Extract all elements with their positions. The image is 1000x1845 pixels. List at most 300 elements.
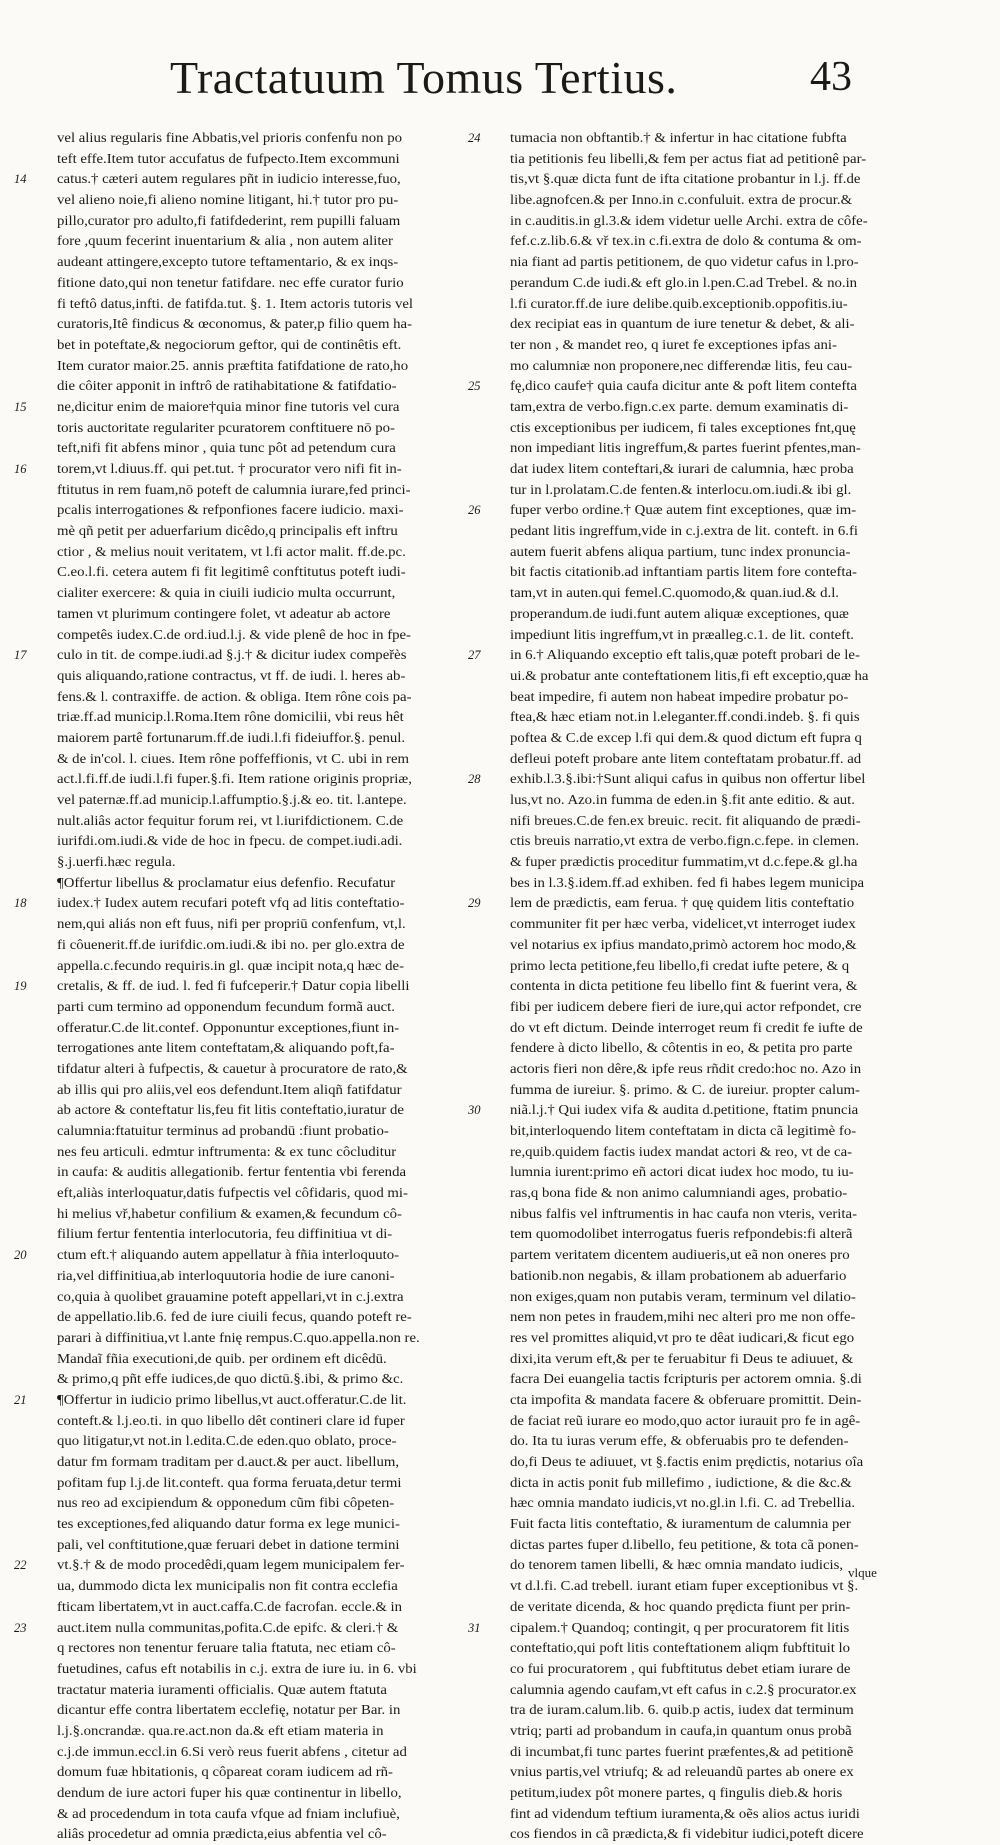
- text-line: [468, 376, 928, 397]
- line-text: lumnia iurent:primo eñ actori dicat iudex hoc modo, tu iu-: [510, 1164, 854, 1180]
- text-line: [14, 397, 475, 418]
- line-text: conteft.& l.j.eo.ti. in quo libello dêt contineri clare id fuper: [57, 1412, 405, 1428]
- text-line: [510, 1018, 928, 1039]
- text-line: [57, 190, 475, 211]
- line-text: dendum de iure actori fuper his quæ continentur in libello,: [57, 1785, 402, 1800]
- line-text: vel paternæ.ff.ad municip.l.affumptio.§.j.& eo. tit. l.antepe.: [57, 792, 407, 807]
- line-text: fore ,quum fecerint inuentarium & alia , non autem aliter: [57, 233, 393, 249]
- line-text: contenta in dicta petitione feu libello fint & fuerint vera, &: [510, 978, 858, 994]
- text-line: [57, 376, 475, 397]
- text-line: [510, 997, 928, 1018]
- text-line: [510, 1431, 928, 1452]
- line-text: defleui poteft probare ante litem conteftatam probatur.ff. ad: [510, 750, 862, 766]
- text-line: [57, 852, 475, 873]
- text-line: [510, 1824, 928, 1845]
- text-line: [510, 480, 928, 501]
- text-line: [57, 1224, 475, 1245]
- line-text: in c.auditis.in gl.3.& idem videtur uelle Archi. extra de côfe-: [510, 212, 868, 228]
- line-text: audeant attingere,excepto tutore teftamentario, & ex inqs-: [57, 254, 399, 270]
- line-text: nem,qui aliás non eft fuus, nifi per propriū confenfum, vt,l.: [57, 916, 406, 932]
- line-text: tifdatur alteri à fufpectis, & cauetur à procuratore de rato,&: [57, 1060, 408, 1076]
- line-text: actoris fieri non dêre,& ipfe reus rñdit credo:hoc no. Azo in: [510, 1060, 862, 1076]
- line-text: fumma de iureiur. §. primo. & C. de iureiur. propter calum-: [510, 1081, 860, 1097]
- text-line: [510, 542, 928, 563]
- text-line: [510, 625, 928, 646]
- text-line: [57, 1659, 475, 1680]
- text-line: [510, 273, 928, 294]
- text-line: [14, 645, 475, 666]
- line-text: aliâs procedetur ad omnia prædicta,eius abfentia vel cô-: [57, 1826, 387, 1842]
- line-text: iudex.† Iudex autem recufari poteft vfq ad litis conteftatio-: [57, 895, 405, 911]
- text-line: [14, 1390, 475, 1411]
- text-line: [57, 728, 475, 749]
- text-line: [468, 769, 928, 790]
- margin-section-number: 17: [14, 648, 27, 663]
- text-line: [57, 1700, 475, 1721]
- text-line: [57, 1576, 475, 1597]
- text-line: [57, 294, 475, 315]
- text-line: [57, 1680, 475, 1701]
- line-text: vel alius regularis fine Abbatis,vel prioris confenfu non po: [57, 130, 402, 145]
- text-line: [510, 1245, 928, 1266]
- text-line: [57, 128, 475, 149]
- text-line: [510, 1783, 928, 1804]
- line-text: l.fi curator.ff.de iure delibe.quib.exceptionib.oppofitis.iu-: [510, 295, 848, 311]
- line-text: fi côuenerit.ff.de iurifdic.om.iudi.& ibi no. per glo.extra de: [57, 936, 405, 952]
- text-line: [57, 1804, 475, 1825]
- line-text: cretalis, & ff. de iud. l. fed fi fufceperir.† Datur copia libelli: [57, 978, 410, 994]
- left-column: [14, 128, 475, 1845]
- line-text: tis,vt §.quæ dicta funt de ifta citatione probantur in l.j. ff.de: [510, 171, 861, 187]
- line-text: §.j.uerfi.hæc regula.: [57, 854, 176, 870]
- text-line: [57, 335, 475, 356]
- line-text: bit,interloquendo litem conteftatam in dicta cã legitimè fo-: [510, 1123, 857, 1138]
- line-text: cos fiendos in cã prædicta,& fi videbitur iudici,poteft dicere: [510, 1826, 864, 1842]
- line-text: calumnia agendo caufam,vt eft cafus in c.2.§ procurator.ex: [510, 1681, 857, 1697]
- line-text: bit factis citationib.ad inftantiam partis litem fore contefta-: [510, 564, 857, 580]
- line-text: ter non , & mandet reo, q iuret fe exceptiones ipfas ani-: [510, 336, 837, 352]
- line-text: vt.§.† & de modo procedêdi,quam legem municipalem fer-: [57, 1557, 405, 1573]
- line-text: communiter fit per hæc verba, videlicet,vt interroget iudex: [510, 916, 856, 932]
- text-line: [57, 1431, 475, 1452]
- line-text: tur in l.prolatam.C.de fenten.& interlocu.om.iudi.& ibi gl.: [510, 481, 852, 497]
- text-line: [510, 1038, 928, 1059]
- text-line: [57, 252, 475, 273]
- text-line: [510, 1535, 928, 1556]
- text-line: [57, 873, 475, 894]
- line-text: ctis exceptionibus per iudicem, fi tales exceptiones fnt,quę: [510, 419, 856, 435]
- line-text: do. Ita tu iuras verum effe, & obferuabis pro te defenden-: [510, 1433, 849, 1449]
- text-line: [57, 1287, 475, 1308]
- text-line: [57, 1514, 475, 1535]
- line-text: mo calumniæ non proponere,nec differendæ litis, feu cau-: [510, 357, 853, 373]
- line-text: appella.c.fecundo requiris.in gl. quæ incipit nota,q hæc de-: [57, 957, 405, 973]
- line-text: ras,q bona fide & non animo calumniandi ages, probatio-: [510, 1185, 848, 1201]
- text-line: [510, 1762, 928, 1783]
- text-line: [57, 1121, 475, 1142]
- text-line: [510, 1287, 928, 1308]
- line-text: cialiter exercere: & quia in ciuili iudicio multa occurrunt,: [57, 585, 396, 601]
- line-text: nus reo ad excipiendum & opponedum cũm fibi côpeten-: [57, 1495, 395, 1511]
- line-text: mè qñ petit per aduerfarium dicêdo,q principalis eft inftru: [57, 523, 398, 539]
- line-text: pedant litis ingreffum,vide in c.j.extra de lit. conteft. in 6.fi: [510, 523, 858, 539]
- line-text: bationib.non negabis, & illam probationem ab aduerfario: [510, 1267, 847, 1283]
- text-line: [57, 273, 475, 294]
- text-line: [510, 1721, 928, 1742]
- text-line: [14, 1245, 475, 1266]
- line-text: do,fi Deus te adiuuet, vt §.factis enim prędictis, notarius oîa: [510, 1454, 864, 1469]
- text-line: [57, 935, 475, 956]
- margin-section-number: 29: [468, 896, 481, 911]
- line-text: primo lecta petitione,feu libello,fi credat iufte petere, & q: [510, 957, 850, 973]
- line-text: c.j.de immun.eccl.in 6.Si verò reus fuerit abfens , citetur ad: [57, 1743, 407, 1759]
- line-text: ctior , & melius nouit veritatem, vt l.fi actor malit. ff.de.pc.: [57, 543, 406, 559]
- line-text: ftitutus in rem fuam,nō poteft de calumnia iurare,fed princi-: [57, 481, 411, 497]
- line-text: & fuper prædictis proceditur fummatim,vt d.c.fepe.& gl.ha: [510, 854, 858, 870]
- text-line: [57, 1100, 475, 1121]
- text-line: [510, 728, 928, 749]
- text-line: [57, 997, 475, 1018]
- text-line: [468, 645, 928, 666]
- text-line: [57, 1762, 475, 1783]
- text-line: [14, 1555, 475, 1576]
- line-text: dat iudex litem conteftari,& iurari de calumnia, hæc proba: [510, 461, 854, 476]
- line-text: fens.& l. contraxiffe. de action. & obliga. Item rône cois pa-: [57, 688, 412, 704]
- line-text: vt d.l.fi. C.ad trebell. iurant etiam fuper exceptionibus vt §.: [510, 1578, 859, 1594]
- line-text: dex recipiat eas in quantum de iure tenetur & debet, & ali-: [510, 316, 855, 332]
- line-text: dicantur effe contra libertatem ecclefię, notatur per Bar. in: [57, 1702, 401, 1718]
- margin-section-number: 31: [468, 1620, 481, 1635]
- line-text: competês iudex.C.de ord.iud.l.j. & vide plenê de hoc in fpe-: [57, 626, 411, 642]
- text-line: [57, 1080, 475, 1101]
- margin-section-number: 28: [468, 772, 481, 787]
- line-text: eft,aliàs interloquatur,datis fufpectis vel côfidaris, quod mi-: [57, 1185, 408, 1201]
- text-line: [510, 149, 928, 170]
- line-text: dixi,ita verum eft,& per te feruabitur fi Deus te adiuuet, &: [510, 1350, 854, 1366]
- line-text: tamen vt plurimum contingere folet, vt adeatur ab actore: [57, 605, 391, 621]
- line-text: die côiter apponit in inftrô de ratihabitatione & fatifdatio-: [57, 378, 397, 394]
- line-text: auct.item nulla communitas,pofita.C.de epifc. & cleri.† &: [57, 1619, 399, 1635]
- text-line: [57, 1535, 475, 1556]
- line-text: cta impofita & mandata facere & obferuare promittit. Dein-: [510, 1391, 862, 1407]
- line-text: terrogationes ante litem conteftatam,& aliquando poft,fa-: [57, 1040, 395, 1056]
- line-text: toris auctoritate regulariter pcuratorem conftituere nō po-: [57, 419, 395, 435]
- text-line: [468, 128, 928, 149]
- margin-section-number: 23: [14, 1620, 27, 1635]
- text-line: [510, 1659, 928, 1680]
- line-text: poftea & C.de excep l.fi qui dem.& quod dictum eft fupra q: [510, 729, 862, 745]
- line-text: conteftatio,qui poft litis conteftationem aliqm fubftituit lo: [510, 1640, 851, 1656]
- line-text: re,quib.quidem factis iudex mandat actori & reo, vt de ca-: [510, 1143, 853, 1159]
- text-line: [57, 1493, 475, 1514]
- margin-section-number: 14: [14, 172, 27, 187]
- text-line: [57, 666, 475, 687]
- line-text: datur fm formam traditam per d.auct.& per auct. libellum,: [57, 1454, 400, 1469]
- line-text: res vel promittes aliquid,vt pro te dêat iudicari,& ficut ego: [510, 1329, 855, 1345]
- text-line: [510, 1514, 928, 1535]
- line-text: co fui procuratorem , qui fubftitutus debet etiam iurare de: [510, 1660, 851, 1676]
- line-text: curatoris,Itê findicus & œconomus, & pater,p filio quem ha-: [57, 316, 413, 332]
- margin-section-number: 27: [468, 648, 481, 663]
- text-line: [57, 1742, 475, 1763]
- margin-section-number: 20: [14, 1248, 27, 1263]
- text-line: [510, 935, 928, 956]
- line-text: tem quomodolibet interrogatus fueris refpondebis:fi alterã: [510, 1226, 853, 1242]
- line-text: impediunt litis ingreffum,vt in præalleg.c.1. de lit. conteft.: [510, 626, 854, 642]
- margin-section-number: 19: [14, 979, 27, 994]
- line-text: in 6.† Aliquando exceptio eft talis,quæ poteft probari de le-: [510, 647, 860, 663]
- text-line: [510, 438, 928, 459]
- text-line: [57, 1721, 475, 1742]
- text-line: [57, 1307, 475, 1328]
- line-text: filium fertur fententia interlocutoria, feu diffinitiua vt di-: [57, 1226, 393, 1242]
- text-line: [510, 811, 928, 832]
- text-line: [510, 169, 928, 190]
- line-text: libe.agnofcen.& per Inno.in c.confuluit. extra de procur.&: [510, 192, 853, 208]
- text-line: [14, 1618, 475, 1639]
- line-text: lem de prædictis, eam ferua. † quę quidem litis conteftatio: [510, 895, 855, 911]
- line-text: teft effe.Item tutor accufatus de fufpecto.Item excommuni: [57, 150, 400, 166]
- text-line: [510, 583, 928, 604]
- margin-section-number: 25: [468, 379, 481, 394]
- text-line: [510, 666, 928, 687]
- margin-section-number: 16: [14, 462, 27, 476]
- line-text: petitum,iudex pôt monere partes, q fingulis dieb.& horis: [510, 1785, 843, 1800]
- line-text: autem fuerit abfens aliqua partium, tunc index pronuncia-: [510, 543, 851, 559]
- text-line: [510, 211, 928, 232]
- text-line: [57, 1059, 475, 1080]
- line-text: partem veritatem dicentem audiueris,ut eã non oneres pro: [510, 1247, 850, 1263]
- text-line: [510, 1080, 928, 1101]
- line-text: ab illis qui pro aliis,vel eos defendunt.Item aliqñ fatifdatur: [57, 1081, 402, 1097]
- text-line: [14, 459, 475, 480]
- text-line: [468, 1618, 928, 1639]
- catchword: vlque: [848, 1565, 877, 1580]
- text-line: [510, 687, 928, 708]
- text-line: [510, 1680, 928, 1701]
- text-line: [57, 1162, 475, 1183]
- text-line: [510, 604, 928, 625]
- line-text: C.eo.l.fi. cetera autem fi fit legitimê conftitutus poteft iudi-: [57, 564, 406, 580]
- line-text: ¶Offertur libellus & proclamatur eius defenfio. Recufatur: [57, 874, 396, 890]
- line-text: do tenorem tamen libelli, & hæc omnia mandato iudicis,: [510, 1557, 844, 1573]
- line-text: fę,dico caufe† quia caufa dicitur ante & poft litem contefta: [510, 378, 857, 394]
- text-line: [57, 1349, 475, 1370]
- line-text: bes in l.3.§.idem.ff.ad exhiben. fed fi habes legem municipa: [510, 874, 865, 890]
- text-line: [57, 790, 475, 811]
- line-text: exhib.l.3.§.ibi:†Sunt aliqui cafus in quibus non offertur libel: [510, 771, 866, 787]
- line-text: nifi breues.C.de fen.ex breuic. recit. fit aliquando de prædi-: [510, 812, 861, 828]
- text-line: [57, 769, 475, 790]
- text-line: [510, 1411, 928, 1432]
- text-line: [510, 294, 928, 315]
- line-text: tumacia non obftantib.† & infertur in hac citatione fubfta: [510, 130, 847, 145]
- text-line: [57, 149, 475, 170]
- text-line: [510, 1493, 928, 1514]
- text-line: [57, 1824, 475, 1845]
- line-text: non impediant litis ingreffum,& partes fuerint pfentes,man-: [510, 440, 861, 456]
- text-line: [57, 1204, 475, 1225]
- running-title: Tractatuum Tomus Tertius.: [170, 52, 678, 103]
- text-line: [510, 1369, 928, 1390]
- text-line: [57, 562, 475, 583]
- text-line: [57, 1597, 475, 1618]
- line-text: vel alieno noie,fi alieno nomine litigant, hi.† tutor pro pu-: [57, 192, 399, 208]
- line-text: hi melius vř,habetur confilium & examen,& fecundum cô-: [57, 1205, 402, 1221]
- text-line: [57, 438, 475, 459]
- line-text: fibi per iudicem debere fieri de iure,qui actor refpondet, cre: [510, 998, 862, 1014]
- line-text: teft,nifi fit abfens minor , quia tunc pôt ad petendum cura: [57, 440, 396, 456]
- line-text: non exiges,quam non putabis veram, terminum vel dilatio-: [510, 1288, 856, 1304]
- text-line: [510, 1142, 928, 1163]
- line-text: ne,dicitur enim de maiore†quia minor fine tutoris vel cura: [57, 398, 400, 414]
- line-text: fendere à dicto libello, & côtentis in eo, & petita pro parte: [510, 1040, 853, 1056]
- text-line: [510, 749, 928, 770]
- text-line: [57, 956, 475, 977]
- text-line: [510, 1804, 928, 1825]
- line-text: pillo,curator pro adulto,fi fatifdederint, rem pupilli faluam: [57, 212, 401, 228]
- line-text: fef.c.z.lib.6.& vř tex.in c.fi.extra de dolo & contuma & om-: [510, 233, 862, 249]
- right-column: [468, 128, 928, 1845]
- text-line: [57, 1018, 475, 1039]
- line-text: iurifdi.om.iudi.& vide de hoc in fpecu. de compet.iudi.adi.: [57, 833, 403, 849]
- line-text: de veritate dicenda, & hoc quando prędicta fiunt per prin-: [510, 1598, 851, 1614]
- line-text: hæc omnia mandato iudicis,vt no.gl.in l.fi. C. ad Trebellia.: [510, 1495, 856, 1511]
- line-text: dictas partes fuper d.libello, feu petitione, & tota cã ponen-: [510, 1536, 859, 1552]
- text-line: [14, 169, 475, 190]
- line-text: tes exceptiones,fed aliquando datur forma ex lege munici-: [57, 1516, 400, 1532]
- text-line: [57, 211, 475, 232]
- line-text: ftea,& hæc etiam not.in l.eleganter.ff.condi.indeb. §. fi quis: [510, 709, 860, 725]
- line-text: de faciat reũ iurare eo modo,quo actor iurauit pro fe in agê-: [510, 1412, 861, 1428]
- line-text: act.l.fi.ff.de iudi.l.fi fuper.§.fi. Item ratione originis propriæ,: [57, 771, 412, 787]
- line-text: bet in poteftate,& negociorum geftor, qui de continêtis eft.: [57, 336, 402, 352]
- text-line: [510, 1452, 928, 1473]
- text-line: [57, 1638, 475, 1659]
- line-text: vtriq; parti ad probandum in caufa,in quantum onus probã: [510, 1722, 852, 1738]
- text-line: [57, 418, 475, 439]
- text-line: [57, 542, 475, 563]
- line-text: Item curator maior.25. annis præftita fatifdatione de rato,ho: [57, 357, 409, 373]
- line-text: vel notarius ex ipfius mandato,primò actorem hoc modo,&: [510, 936, 857, 952]
- line-text: tractatur materia iuramenti officialis. Quæ autem ftatuta: [57, 1681, 387, 1697]
- text-line: [57, 480, 475, 501]
- text-line: [57, 1328, 475, 1349]
- line-text: & ad procedendum in tota caufa vfque ad fniam inclufiuè,: [57, 1805, 400, 1821]
- line-text: co,quia à quolibet grauamine poteft appellari,vt in c.j.extra: [57, 1288, 404, 1304]
- line-text: nia fiant ad partis petitionem, de quo videtur cafus in l.pro-: [510, 254, 859, 270]
- margin-section-number: 15: [14, 399, 27, 414]
- text-line: [510, 1473, 928, 1494]
- line-text: fticam libertatem,vt in auct.caffa.C.de facrofan. eccle.& in: [57, 1598, 403, 1614]
- text-line: [510, 914, 928, 935]
- text-line: [14, 976, 475, 997]
- text-line: [57, 231, 475, 252]
- line-text: pofitam fup l.j.de lit.conteft. qua forma feruata,detur termi: [57, 1474, 402, 1490]
- margin-section-number: 30: [468, 1103, 481, 1118]
- line-text: pali, vel conftitutione,quæ feruari debet in datione termini: [57, 1536, 400, 1552]
- line-text: domum fuæ hbitationis, q côpareat coram iudicem ad rñ-: [57, 1764, 393, 1780]
- line-text: ctis breuis narratio,vt extra de verbo.fign.c.fepe. in clemen.: [510, 833, 860, 849]
- text-line: [510, 1742, 928, 1763]
- text-line: [510, 418, 928, 439]
- text-line: [57, 583, 475, 604]
- text-line: [57, 687, 475, 708]
- text-line: [510, 397, 928, 418]
- text-line: [510, 1700, 928, 1721]
- text-line: [510, 1638, 928, 1659]
- text-line: [510, 562, 928, 583]
- line-text: catus.† cæteri autem regulares pñt in iudicio interesse,fuo,: [57, 171, 401, 187]
- text-line: [57, 356, 475, 377]
- line-text: parti cum termino ad opponendum fecundum formã auct.: [57, 998, 395, 1014]
- line-text: ua, dummodo dicta lex municipalis non fit contra ecclefia: [57, 1578, 398, 1594]
- text-line: [468, 1100, 928, 1121]
- text-line: [57, 914, 475, 935]
- text-line: [57, 811, 475, 832]
- text-line: [57, 1411, 475, 1432]
- text-line: [57, 1142, 475, 1163]
- line-text: & primo,q pñt effe iudices,de quo dictū.§.ibi, & primo &c.: [57, 1371, 404, 1387]
- text-line: [510, 976, 928, 997]
- text-line: [510, 521, 928, 542]
- page-number: 43: [810, 54, 852, 100]
- line-text: fuetudines, cafus eft notabilis in c.j. extra de iure iu. in 6. vbi: [57, 1660, 417, 1676]
- text-line: [510, 1224, 928, 1245]
- line-text: q rectores non tenentur feruare talia ftatuta, nec etiam cô-: [57, 1640, 396, 1656]
- line-text: Mandaĩ fñia executioni,de quib. per ordinem eft dicêdū.: [57, 1350, 387, 1366]
- line-text: Fuit facta litis conteftatio, & iuramentum de calumnia per: [510, 1516, 851, 1532]
- line-text: & de in'col. l. ciues. Item rône poffeffionis, vt C. ubi in rem: [57, 750, 410, 766]
- text-line: [57, 604, 475, 625]
- line-text: l.j.§.oncrandæ. qua.re.act.non da.& eft etiam materia in: [57, 1722, 384, 1738]
- margin-section-number: 26: [468, 503, 481, 518]
- line-text: torem,vt l.diuus.ff. qui pet.tut. † procurator vero nifi fit in-: [57, 461, 402, 476]
- line-text: fitione dato,qui non tenetur fatifdare. nec effe curator furio: [57, 274, 404, 290]
- line-text: beat impedire, fi autem non habeat impedire probatur po-: [510, 688, 849, 704]
- text-line: [57, 749, 475, 770]
- text-line: [57, 1473, 475, 1494]
- text-line: [510, 1121, 928, 1142]
- text-line: [510, 231, 928, 252]
- text-line: [510, 1059, 928, 1080]
- text-line: [57, 707, 475, 728]
- text-line: [57, 625, 475, 646]
- line-text: culo in tit. de compe.iudi.ad §.j.† & dicitur iudex compeřès: [57, 647, 407, 663]
- text-line: [510, 1266, 928, 1287]
- text-line: [510, 707, 928, 728]
- text-line: [57, 1266, 475, 1287]
- line-text: offeratur.C.de lit.contef. Opponuntur exceptiones,fiunt in-: [57, 1019, 400, 1035]
- line-text: ria,vel diffinitiua,ab interloquutoria hodie de iure canoni-: [57, 1267, 395, 1283]
- text-line: [510, 1597, 928, 1618]
- text-line: [510, 190, 928, 211]
- margin-section-number: 18: [14, 896, 27, 911]
- line-text: perandum C.de iudi.& eft glo.in l.pen.C.ad Trebel. & no.in: [510, 274, 858, 290]
- line-text: nibus falfis vel inftrumentis in hac caufa non vteris, verita-: [510, 1205, 857, 1221]
- text-line: [57, 831, 475, 852]
- line-text: lus,vt no. Azo.in fumma de eden.in §.fit ante editio. & aut.: [510, 792, 855, 807]
- line-text: in caufa: & auditis allegationib. fertur fententia vbi ferenda: [57, 1164, 407, 1180]
- line-text: tam,vt in auten.qui femel.C.quomodo,& quan.iud.& d.l.: [510, 585, 840, 601]
- text-line: [468, 893, 928, 914]
- line-text: fi teftô datus,infti. de fatifda.tut. §. 1. Item actoris tutoris vel: [57, 295, 414, 311]
- text-line: [510, 831, 928, 852]
- text-line: [57, 521, 475, 542]
- line-text: fint ad videndum teftium iuramenta,& oẽs alios actus iuridi: [510, 1805, 860, 1821]
- text-line: [510, 314, 928, 335]
- line-text: nult.aliâs actor fequitur forum rei, vt l.iurifdictionem. C.de: [57, 812, 404, 828]
